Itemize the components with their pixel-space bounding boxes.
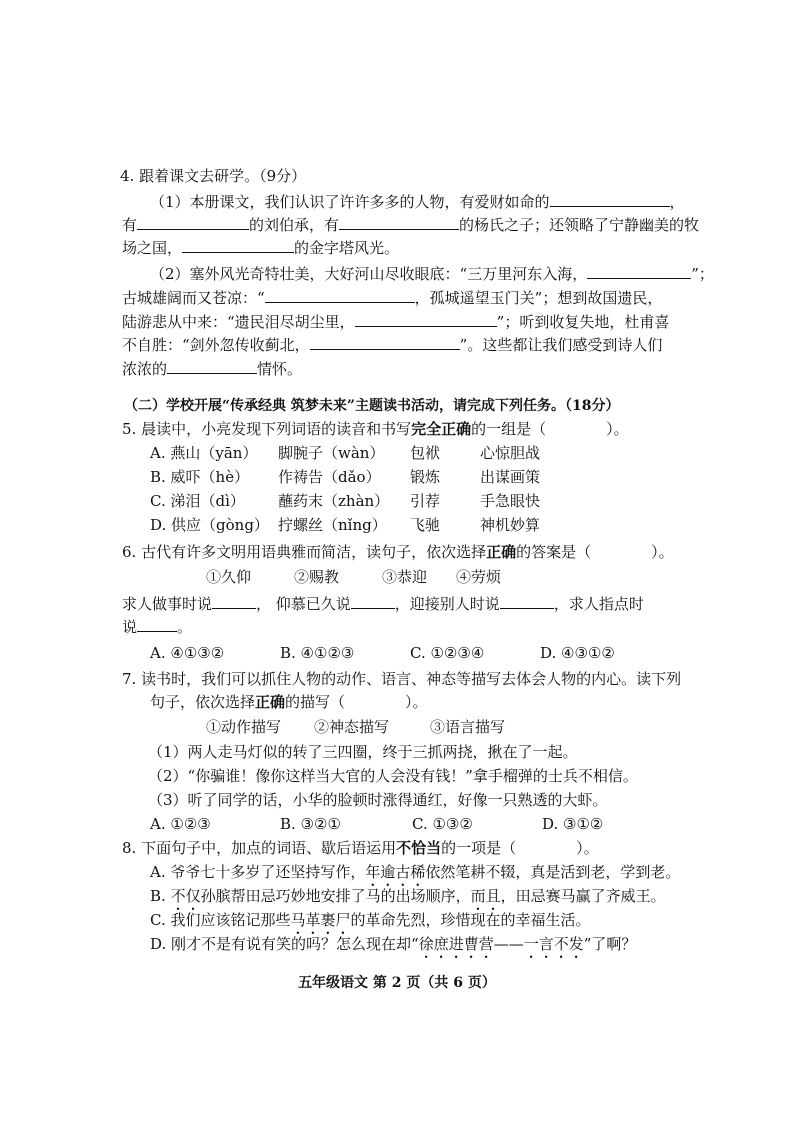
blank-poem-2[interactable] <box>265 288 415 303</box>
q5-stem-c: ）。 <box>606 420 629 438</box>
q4-header <box>120 166 306 186</box>
q4-p2-text-b1: 古城雄阔而又苍凉：“ <box>122 289 265 307</box>
q8-d-pre: D. 刚才不是有说有笑的吗？怎么现在却“ <box>150 935 419 953</box>
q8-b-mid2: ，田忌赛马赢了齐威王。 <box>500 887 666 905</box>
section2-title <box>124 396 619 416</box>
q7-option-c[interactable]: C. ①③② <box>412 815 473 833</box>
q4-p1-text-a-end: ， <box>669 193 685 211</box>
q6-choice-3: ③恭迎 <box>382 568 428 586</box>
page-footer-text: 五年级语文 第 2 页（共 6 页） <box>298 975 496 991</box>
q6-option-c[interactable]: C. ①②③④ <box>410 644 485 662</box>
q4-p2-text-a1: （2）塞外风光奇特壮美，大好河山尽收眼底：“三万里河东入海， <box>150 265 588 283</box>
q4-p1-text-b3: 的杨氏之子；还领略了宁静幽美的牧 <box>459 216 700 234</box>
q7-stem2-bold: 正确 <box>255 693 286 711</box>
q8-stem-c: ）。 <box>576 839 599 857</box>
q7-sentence-1 <box>148 742 578 762</box>
q5-c-col2: 蘸药末（zhàn） <box>278 492 390 510</box>
q5-c-col3: 引荐 <box>410 492 441 510</box>
q6-sentence-line1 <box>122 594 644 614</box>
section2-title-text: （二）学校开展“传承经典 筑梦未来”主题读书活动，请完成下列任务。（18分） <box>124 398 620 414</box>
q7-sentence-3 <box>148 790 608 810</box>
q6-s1: 求人做事时说 <box>122 595 213 613</box>
q7-stem-line2 <box>150 692 428 712</box>
q8-d-dotted: 徐庶进曹营——一言不发 <box>418 935 584 953</box>
q5-d-col2: 拧螺丝（nǐng） <box>278 516 387 534</box>
q8-d-post: ”了啊？ <box>583 935 637 953</box>
q8-stem-b: 的一项是（ <box>441 839 517 857</box>
q7-choice-2: ②神态描写 <box>314 718 390 736</box>
q8-stem <box>122 838 599 858</box>
q6-sentence-line2 <box>122 617 192 637</box>
q6-blank-4[interactable] <box>137 617 177 632</box>
q6-stem-a: 6. 古代有许多文明用语典雅而简洁，读句子，依次选择 <box>122 543 487 561</box>
q7-sentence-1-text: （1）两人走马灯似的转了三四圈，终于三抓两挠，揪在了一起。 <box>148 743 578 761</box>
q8-c-dotted: 马革裹尸 <box>290 911 351 929</box>
q8-option-d[interactable] <box>150 934 636 962</box>
q6-stem-c: ）。 <box>651 543 674 561</box>
q8-b-mid1: 孙膑帮田忌巧妙地安排了马的出场顺序， <box>200 887 471 905</box>
q5-a-col4: 心惊胆战 <box>480 444 541 462</box>
q4-p2-text-d2: ”。这些都让我们感受到诗人们 <box>459 336 663 354</box>
blank-pyramid[interactable] <box>182 238 294 253</box>
q6-choice-2: ②赐教 <box>294 568 340 586</box>
q8-a-dotted: 年逾古稀 <box>365 863 426 881</box>
q4-p2-text-c2: ”；听到收复失地，杜甫喜 <box>496 313 670 331</box>
q6-option-a[interactable]: A. ④①③② <box>150 644 225 662</box>
q6-choice-1: ①久仰 <box>206 568 252 586</box>
q5-stem-bold: 完全正确 <box>411 420 472 438</box>
q7-choice-3: ③语言描写 <box>430 718 506 736</box>
q4-p2-text-e1: 浓浓的 <box>122 360 168 378</box>
q4-p2-text-b2: ，孤城遥望玉门关”；想到故国遗民， <box>414 289 663 307</box>
blank-liu-bocheng[interactable] <box>137 215 249 230</box>
q7-stem2-b: 的描写（ <box>285 693 346 711</box>
blank-feeling[interactable] <box>167 359 257 374</box>
q5-b-col3: 锻炼 <box>410 468 441 486</box>
blank-miser[interactable] <box>550 192 670 207</box>
q6-blank-3[interactable] <box>500 594 554 609</box>
q6-option-b[interactable]: B. ④①②③ <box>280 644 355 662</box>
q5-d-col3: 飞驰 <box>410 516 441 534</box>
blank-yang-son[interactable] <box>339 215 459 230</box>
q8-stem-a: 8. 下面句子中，加点的词语、歇后语运用 <box>122 839 397 857</box>
q5-stem <box>122 419 629 439</box>
q5-b-col1: B. 威吓（hè） <box>150 468 250 486</box>
q4-p2-line1 <box>150 264 714 284</box>
q8-c-post: 的革命先烈，珍惜现在的幸福生活。 <box>350 911 591 929</box>
q5-c-col4: 手急眼快 <box>480 492 541 510</box>
q4-p1-line3 <box>122 238 399 258</box>
q7-sentence-2 <box>148 766 638 786</box>
q4-p1-line1 <box>150 192 685 212</box>
blank-poem-4[interactable] <box>310 335 460 350</box>
q8-c-pre: C. 我们应该铭记那些 <box>150 911 291 929</box>
q8-b-dotted-1: 不仅 <box>170 887 201 905</box>
q6-stem-bold: 正确 <box>486 543 517 561</box>
q7-option-a[interactable]: A. ①②③ <box>150 815 211 833</box>
q8-a-pre: A. 爷爷七十多岁了还坚持写作， <box>150 863 366 881</box>
q5-a-col1: A. 燕山（yān） <box>150 444 258 462</box>
q4-header-text: 4. 跟着课文去研学。（9分） <box>120 167 307 185</box>
q6-s3: ，迎接别人时说 <box>394 595 500 613</box>
q7-stem1: 7. 读书时，我们可以抓住人物的动作、语言、神态等描写去体会人物的内心。读下列 <box>122 670 682 688</box>
q6-stem-b: 的答案是（ <box>516 543 592 561</box>
page-footer <box>0 972 794 992</box>
q5-d-col4: 神机妙算 <box>480 516 541 534</box>
q6-s5: 说 <box>122 618 138 636</box>
q6-choice-4: ④劳烦 <box>456 568 502 586</box>
blank-poem-1[interactable] <box>587 264 691 279</box>
q6-blank-1[interactable] <box>212 594 256 609</box>
q6-option-d[interactable]: D. ④③①② <box>540 644 615 662</box>
q6-blank-2[interactable] <box>351 594 395 609</box>
q5-d-col1: D. 供应（gòng） <box>150 516 269 534</box>
q4-p2-text-e2: 情怀。 <box>257 360 303 378</box>
q5-a-col2: 脚腕子（wàn） <box>278 444 385 462</box>
q4-p2-line2 <box>122 288 662 308</box>
q4-p2-text-c1: 陆游悲从中来：“遗民泪尽胡尘里， <box>122 313 355 331</box>
q7-stem2-a: 句子，依次选择 <box>150 693 256 711</box>
q6-s6: 。 <box>177 618 193 636</box>
q4-p2-line3 <box>122 312 669 332</box>
q4-p2-text-a2: ”； <box>691 265 714 283</box>
q7-option-d[interactable]: D. ③①② <box>542 815 604 833</box>
q8-stem-bold: 不恰当 <box>396 839 442 857</box>
q4-p1-line2 <box>122 215 699 235</box>
q4-p1-text-c1: 场之国， <box>122 239 183 257</box>
q6-s2: ， 仰慕已久说 <box>256 595 351 613</box>
q7-sentence-2-text: （2）“你骗谁！像你这样当大官的人会没有钱！”拿手榴弹的士兵不相信。 <box>148 767 638 785</box>
q5-stem-a: 5. 晨读中，小亮发现下列词语的读音和书写 <box>122 420 412 438</box>
q5-b-col2: 作祷告（dǎo） <box>278 468 381 486</box>
q4-p2-text-d1: 不自胜：“剑外忽传收蓟北， <box>122 336 310 354</box>
q7-option-b[interactable]: B. ③②① <box>280 815 341 833</box>
q8-b-pre: B. <box>150 887 171 905</box>
q8-a-post: 依然笔耕不辍，真是活到老，学到老。 <box>425 863 681 881</box>
q6-s4: ，求人指点时 <box>553 595 644 613</box>
q6-stem <box>122 542 674 562</box>
q7-stem-line1 <box>122 669 681 689</box>
q5-c-col1: C. 涕泪（dì） <box>150 492 245 510</box>
blank-poem-3[interactable] <box>355 312 497 327</box>
q8-b-dotted-2: 而且 <box>470 887 501 905</box>
q7-choice-1: ①动作描写 <box>206 718 282 736</box>
q5-a-col3: 包袱 <box>410 444 441 462</box>
q7-sentence-3-text: （3）听了同学的话，小华的脸顿时涨得通红，好像一只熟透的大虾。 <box>148 791 608 809</box>
q7-stem2-c: ）。 <box>405 693 428 711</box>
q4-p1-text-b1: 有 <box>122 216 138 234</box>
q5-b-col4: 出谋画策 <box>480 468 541 486</box>
q5-stem-b: 的一组是（ <box>471 420 547 438</box>
q4-p1-text-a: （1）本册课文，我们认识了许许多多的人物，有爱财如命的 <box>150 193 550 211</box>
q4-p2-line4 <box>122 335 662 355</box>
q4-p2-line5 <box>122 359 302 379</box>
q4-p1-text-c2: 的金字塔风光。 <box>294 239 400 257</box>
q4-p1-text-b2: 的刘伯承，有 <box>249 216 340 234</box>
